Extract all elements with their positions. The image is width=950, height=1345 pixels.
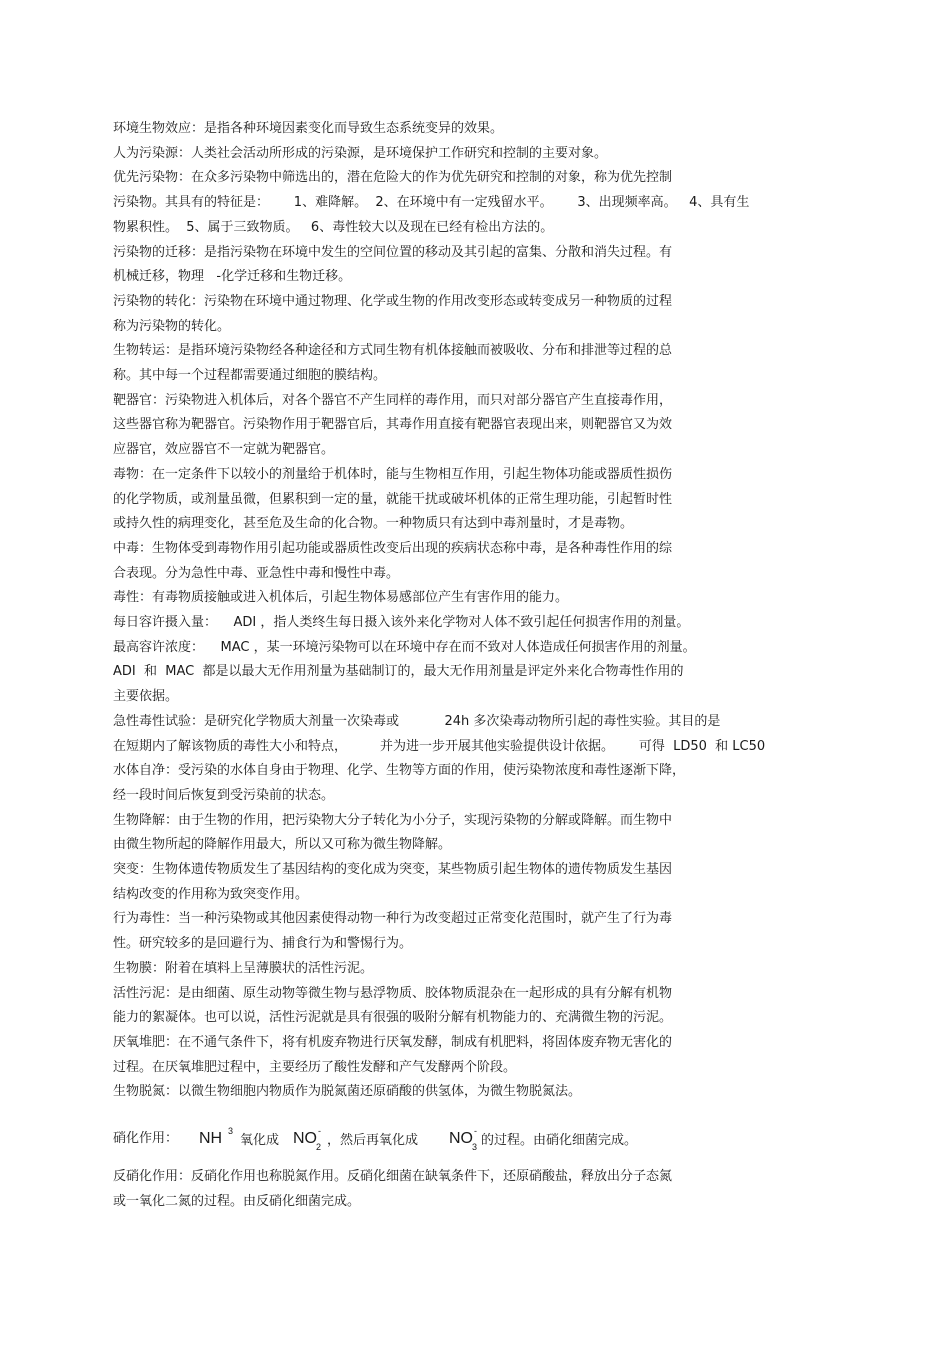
- text-line: 水体自净：受污染的水体自身由于物理、化学、生物等方面的作用，使污染物浓度和毒性逐渐下降，: [113, 763, 686, 779]
- text-line: 反硝化作用：反硝化作用也称脱氮作用。反硝化细菌在缺氧条件下，还原硝酸盐，释放出分子态氮: [113, 1169, 673, 1184]
- nitrification-text-2: ，然后再氧化成: [327, 1133, 419, 1148]
- nitrification-text-3: 的过程。由硝化细菌完成。: [481, 1133, 638, 1148]
- text-line: 人为污染源：人类社会活动所形成的污染源，是环境保护工作研究和控制的主要对象。: [113, 145, 608, 161]
- nitrification-label: 硝化作用：: [113, 1131, 179, 1146]
- nitrification-text-1: 氧化成: [240, 1133, 280, 1148]
- text-line: 这些器官称为靶器官。污染物作用于靶器官后，其毒作用直接有靶器官表现出来，则靶器官又为效: [113, 417, 673, 433]
- no3-formula: NO: [449, 1130, 473, 1147]
- text-line: 物累积性。 5、属于三致物质。 6、毒性较大以及现在已经有检出方法的。: [113, 219, 554, 235]
- text-line: 每日容许摄入量： ADI ，指人类终生每日摄入该外来化学物对人体不致引起任何损害作用的剂量。: [113, 615, 690, 630]
- text-line: 在短期内了解该物质的毒性大小和特点， 并为进一步开展其他实验提供设计依据。 可得 LD50 和 LC50: [113, 738, 766, 754]
- text-line: 污染物。其具有的特征是： 1、难降解。 2、在环境中有一定残留水平。 3、出现频率高。 4、具有生: [113, 195, 750, 211]
- text-line: 毒物：在一定条件下以较小的剂量给于机体时，能与生物相互作用，引起生物体功能或器质性损伤: [113, 466, 673, 482]
- text-line: 的化学物质，或剂量虽微，但累积到一定的量，就能干扰或破坏机体的正常生理功能，引起暂时性: [113, 491, 673, 507]
- no2-superscript: -: [318, 1126, 321, 1136]
- text-line: 污染物的迁移：是指污染物在环境中发生的空间位置的移动及其引起的富集、分散和消失过程。有: [113, 244, 673, 260]
- text-line: 生物转运：是指环境污染物经各种途径和方式同生物有机体接触而被吸收、分布和排泄等过程的总: [113, 343, 673, 359]
- text-line: 或一氧化二氮的过程。由反硝化细菌完成。: [113, 1193, 361, 1209]
- text-line: 厌氧堆肥：在不通气条件下，将有机废弃物进行厌氧发酵，制成有机肥料，将固体废弃物无害化的: [113, 1034, 673, 1050]
- text-line: 活性污泥：是由细菌、原生动物等微生物与悬浮物质、胶体物质混杂在一起形成的具有分解有机物: [113, 985, 673, 1001]
- text-line: 过程。在厌氧堆肥过程中，主要经历了酸性发酵和产气发酵两个阶段。: [113, 1059, 517, 1075]
- text-line: 生物降解：由于生物的作用，把污染物大分子转化为小分子，实现污染物的分解或降解。而生物中: [113, 812, 673, 828]
- text-line: 生物脱氮：以微生物细胞内物质作为脱氮菌还原硝酸的供氢体，为微生物脱氮法。: [113, 1084, 582, 1100]
- text-line: 结构改变的作用称为致突变作用。: [113, 886, 309, 902]
- text-line: 性。研究较多的是回避行为、捕食行为和警惕行为。: [113, 936, 413, 952]
- text-line: 由微生物所起的降解作用最大，所以又可称为微生物降解。: [113, 837, 452, 853]
- text-line: 经一段时间后恢复到受污染前的状态。: [113, 787, 335, 803]
- text-line: 能力的絮凝体。也可以说，活性污泥就是具有很强的吸附分解有机物能力的、充满微生物的污泥。: [113, 1010, 673, 1026]
- nh-superscript: 3: [228, 1126, 234, 1136]
- text-line: 最高容许浓度： MAC ，某一环境污染物可以在环境中存在而不致对人体造成任何损害作用的剂量。: [113, 639, 696, 655]
- text-line: 中毒：生物体受到毒物作用引起功能或器质性改变后出现的疾病状态称中毒，是各种毒性作用的综: [113, 540, 673, 556]
- text-line: 急性毒性试验：是研究化学物质大剂量一次染毒或 24h 多次染毒动物所引起的毒性实验。其目的是: [113, 713, 721, 729]
- text-line: 污染物的转化：污染物在环境中通过物理、化学或生物的作用改变形态或转变成另一种物质的过程: [113, 293, 673, 309]
- text-line: 合表现。分为急性中毒、亚急性中毒和慢性中毒。: [113, 565, 400, 581]
- text-line: 称为污染物的转化。: [113, 318, 231, 334]
- nh-formula: NH: [199, 1130, 223, 1147]
- text-line: 或持久性的病理变化，甚至危及生命的化合物。一种物质只有达到中毒剂量时，才是毒物。: [113, 516, 634, 532]
- text-line: 优先污染物：在众多污染物中筛选出的，潜在危险大的作为优先研究和控制的对象，称为优先控制: [113, 170, 673, 186]
- text-line: 靶器官：污染物进入机体后，对各个器官不产生同样的毒作用，而只对部分器官产生直接毒作用，: [113, 392, 673, 408]
- text-line: 行为毒性：当一种污染物或其他因素使得动物一种行为改变超过正常变化范围时，就产生了行为毒: [113, 911, 673, 927]
- text-line: 称。其中每一个过程都需要通过细胞的膜结构。: [113, 368, 387, 383]
- text-line: 突变：生物体遗传物质发生了基因结构的变化成为突变，某些物质引起生物体的遗传物质发生基因: [113, 862, 673, 877]
- no3-superscript: -: [474, 1126, 477, 1136]
- text-line: ADI 和 MAC 都是以最大无作用剂量为基础制订的，最大无作用剂量是评定外来化合物毒性作用的: [113, 664, 684, 680]
- text-line: 毒性：有毒物质接触或进入机体后，引起生物体易感部位产生有害作用的能力。: [113, 590, 569, 606]
- no2-formula: NO: [293, 1130, 317, 1147]
- no3-subscript: 3: [472, 1142, 478, 1152]
- no2-subscript: 2: [316, 1142, 322, 1152]
- text-line: 应器官，效应器官不一定就为靶器官。: [113, 442, 335, 458]
- text-line: 生物膜：附着在填料上呈薄膜状的活性污泥。: [113, 960, 374, 976]
- text-line: 主要依据。: [113, 689, 179, 705]
- text-line: 环境生物效应：是指各种环境因素变化而导致生态系统变异的效果。: [113, 121, 504, 136]
- text-line: 机械迁移，物理 -化学迁移和生物迁移。: [113, 269, 352, 285]
